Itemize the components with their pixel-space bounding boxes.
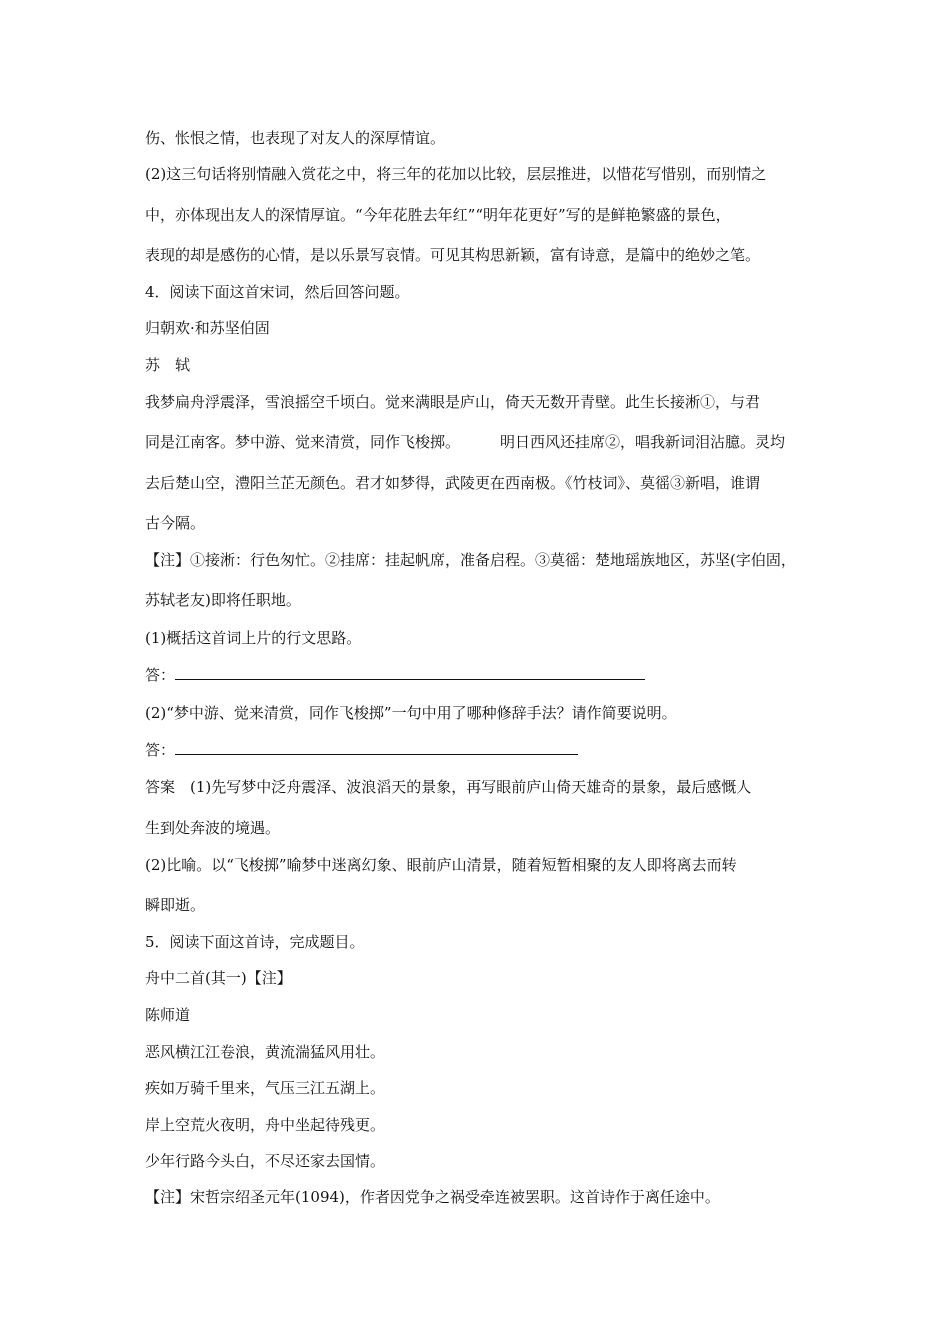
poem-title: 归朝欢·和苏坚伯固 [145, 319, 270, 337]
note-line: 【注】①接淅：行色匆忙。②挂席：挂起帆席，准备启程。③莫徭：楚地瑶族地区，苏坚(字伯固， [145, 551, 796, 569]
answer-blank-2 [145, 740, 578, 760]
poem-author: 苏 轼 [145, 356, 191, 374]
poem-line-left: 同是江南客。梦中游、觉来清赏，同作飞梭掷。 [145, 433, 461, 451]
answer-text: 答案 (1)先写梦中泛舟震泽、波浪滔天的景象，再写眼前庐山倚天雄奇的景象，最后感慨人 [145, 778, 752, 796]
text-line: 中，亦体现出友人的深情厚谊。“今年花胜去年红”“明年花更好”写的是鲜艳繁盛的景色， [145, 206, 731, 224]
question-4-heading: 4．阅读下面这首宋词，然后回答问题。 [145, 283, 410, 301]
question-5-heading: 5．阅读下面这首诗，完成题目。 [145, 933, 365, 951]
answer-blank-line [175, 665, 645, 680]
answer-text: (2)比喻。以“飞梭掷”喻梦中迷离幻象、眼前庐山清景，随着短暂相聚的友人即将离去而转 [145, 856, 737, 874]
text-line: (2)这三句话将别情融入赏花之中，将三年的花加以比较，层层推进，以惜花写惜别，而别情之 [145, 165, 767, 183]
poem-author: 陈师道 [145, 1006, 191, 1024]
poem-line: 恶风横江江卷浪，黄流湍猛风用壮。 [145, 1043, 386, 1061]
answer-label: 答： [145, 666, 176, 684]
sub-question-1: (1)概括这首词上片的行文思路。 [145, 629, 362, 647]
answer-blank-1 [145, 665, 645, 685]
poem-title: 舟中二首(其一)【注】 [145, 969, 292, 987]
poem-line: 去后楚山空，澧阳兰芷无颜色。君才如梦得，武陵更在西南极。《竹枝词》、莫徭③新唱，谁谓 [145, 474, 761, 492]
note-line: 苏轼老友)即将任职地。 [145, 591, 301, 609]
answer-blank-line [175, 740, 578, 755]
note-line: 【注】宋哲宗绍圣元年(1094)，作者因党争之祸受牵连被罢职。这首诗作于离任途中。 [145, 1188, 720, 1206]
poem-line: 疾如万骑千里来，气压三江五湖上。 [145, 1079, 386, 1097]
answer-label: 答： [145, 741, 176, 759]
poem-line-right: 明日西风还挂席②，唱我新词泪沾臆。灵均 [500, 433, 786, 451]
poem-line [145, 432, 785, 452]
poem-line: 少年行路今头白，不尽还家去国情。 [145, 1152, 386, 1170]
text-line: 表现的却是感伤的心情，是以乐景写哀情。可见其构思新颖，富有诗意，是篇中的绝妙之笔。 [145, 246, 761, 264]
text-line: 伤、怅恨之情，也表现了对友人的深厚情谊。 [145, 129, 446, 147]
answer-text: 生到处奔波的境遇。 [145, 819, 281, 837]
sub-question-2: (2)“梦中游、觉来清赏，同作飞梭掷”一句中用了哪种修辞手法？请作简要说明。 [145, 704, 677, 722]
answer-text: 瞬即逝。 [145, 896, 206, 914]
poem-line: 古今隔。 [145, 514, 206, 532]
poem-line: 岸上空荒火夜明，舟中坐起待残更。 [145, 1116, 386, 1134]
poem-line: 我梦扁舟浮震泽，雪浪摇空千顷白。觉来满眼是庐山，倚天无数开青壁。此生长接淅①，与君 [145, 393, 761, 411]
